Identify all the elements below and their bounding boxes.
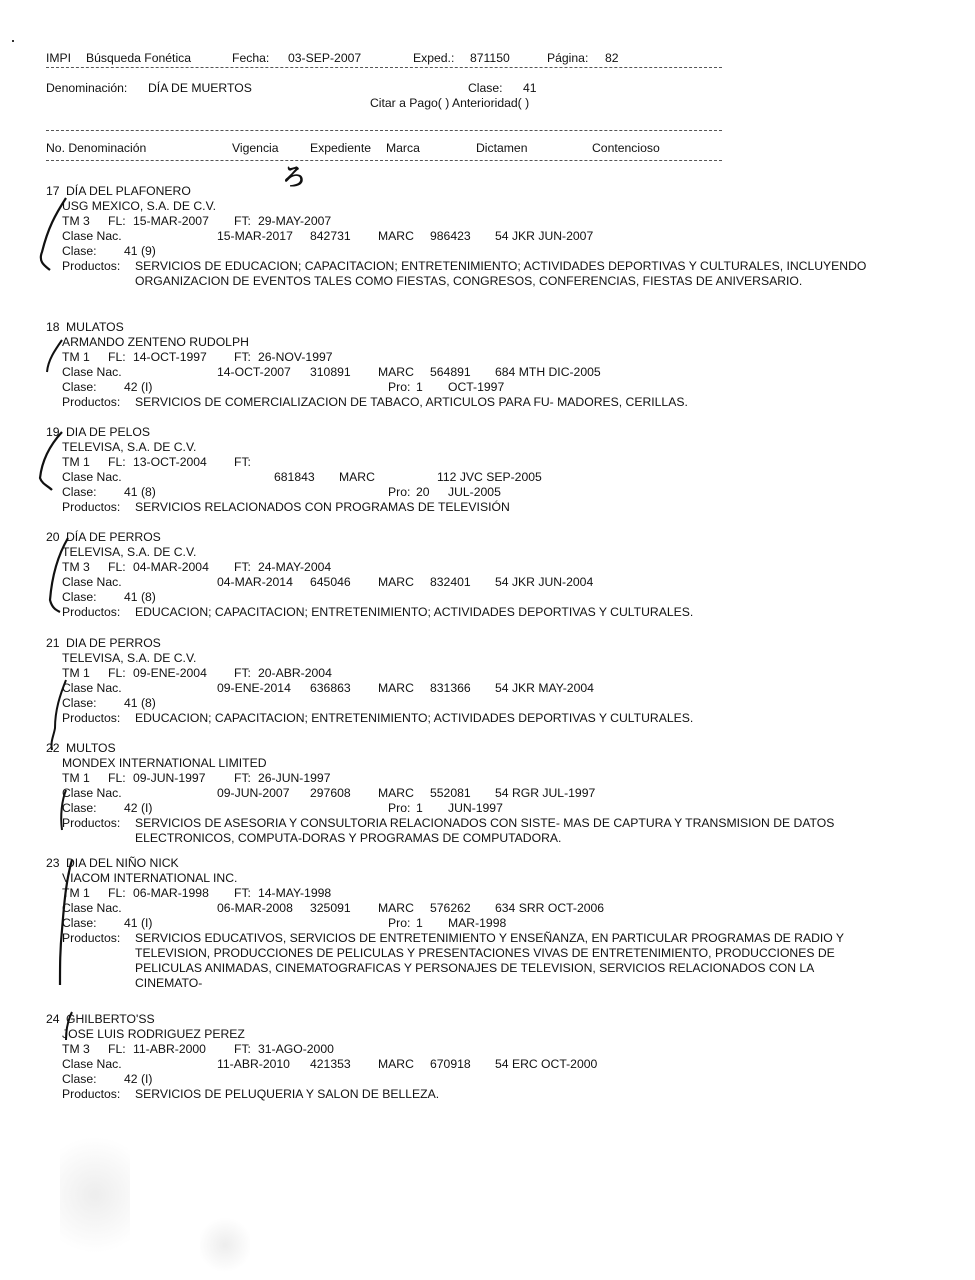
entry-fl-date: 09-ENE-2004 [133,666,207,680]
entry-registro: 831366 [430,681,471,695]
entry-clase: 41 (8) [124,696,156,710]
entry-pro-no: 1 [416,916,423,930]
entry-ft-date: 20-ABR-2004 [258,666,332,680]
entry-ft-label: FT: [234,560,251,574]
entry-expediente: 297608 [310,786,351,800]
entry-dictamen: 54 JKR JUN-2007 [495,229,594,243]
entry-owner: TELEVISA, S.A. DE C.V. [62,440,197,454]
entry-pro-no: 1 [416,801,423,815]
entry-productos-label: Productos: [62,711,121,725]
entry-owner: TELEVISA, S.A. DE C.V. [62,651,197,665]
entry-tm: TM 3 [62,1042,90,1056]
entry-fl-label: FL: [108,455,126,469]
entry-owner: TELEVISA, S.A. DE C.V. [62,545,197,559]
scan-noise [200,1215,250,1275]
entry-pro-date: JUL-2005 [448,485,501,499]
entry-fl-date: 11-ABR-2000 [133,1042,206,1056]
entry-marca: MARC [378,575,414,589]
entry-clase-label: Clase: [62,801,97,815]
entry-ft-label: FT: [234,214,251,228]
entry-registro: 832401 [430,575,471,589]
entry-clase-nac-label: Clase Nac. [62,575,122,589]
entry-owner: ARMANDO ZENTENO RUDOLPH [62,335,249,349]
entry-marca: MARC [339,470,375,484]
entry-vigencia: 06-MAR-2008 [217,901,293,915]
entry-productos: SERVICIOS DE EDUCACION; CAPACITACION; ENTRETENIMIENTO; ACTIVIDADES DEPORTIVAS Y CULTURALES, INCLUYENDO ORGANIZACION DE EVENTOS TALES COMO FIESTAS, CONGRESOS, CONFERENCIAS, FIESTAS DE ANIVERSARIO. [135,259,867,288]
entry-registro: 986423 [430,229,471,243]
entry-fl-label: FL: [108,560,126,574]
entry-pro-no: 1 [416,380,423,394]
entry-productos-label: Productos: [62,816,121,830]
entry-denominacion: DÍA DE PERROS [66,530,161,544]
entry-pro-date: JUN-1997 [448,801,503,815]
fecha-label: Fecha: [232,51,270,65]
entry-clase-label: Clase: [62,244,97,258]
entry-owner: USG MEXICO, S.A. DE C.V. [62,199,216,213]
entry-fl-date: 04-MAR-2004 [133,560,209,574]
entry-clase-nac-label: Clase Nac. [62,365,122,379]
entry-clase-label: Clase: [62,696,97,710]
entry-productos-label: Productos: [62,395,121,409]
exped-label: Exped.: [413,51,455,65]
entry-clase-label: Clase: [62,590,97,604]
entry-ft-date: 14-MAY-1998 [258,886,332,900]
entry-ft-date: 26-NOV-1997 [258,350,333,364]
entry-clase: 41 (9) [124,244,156,258]
col-marca: Marca [386,141,420,155]
entry-tm: TM 3 [62,560,90,574]
entry-tm: TM 1 [62,350,90,364]
col-vigencia: Vigencia [232,141,279,155]
col-no-denominacion: No. Denominación [46,141,147,155]
col-dictamen: Dictamen [476,141,528,155]
entry-ft-label: FT: [234,771,251,785]
entry-vigencia: 09-ENE-2014 [217,681,291,695]
entry-clase-label: Clase: [62,916,97,930]
entry-ft-label: FT: [234,455,251,469]
entry-expediente: 636863 [310,681,351,695]
entry-owner: JOSE LUIS RODRIGUEZ PEREZ [62,1027,245,1041]
entry-productos-label: Productos: [62,1087,121,1101]
entry-expediente: 842731 [310,229,351,243]
entry-dictamen: 684 MTH DIC-2005 [495,365,601,379]
entry-pro-label: Pro: [388,485,411,499]
query-clase-label: Clase: [468,81,503,95]
entry-tm: TM 1 [62,771,90,785]
entry-fl-label: FL: [108,350,126,364]
entry-fl-label: FL: [108,886,126,900]
entry-productos: EDUCACION; CAPACITACION; ENTRETENIMIENTO; ACTIVIDADES DEPORTIVAS Y CULTURALES. [135,605,694,619]
entry-pro-date: OCT-1997 [448,380,505,394]
entry-expediente: 421353 [310,1057,351,1071]
entry-tm: TM 1 [62,455,90,469]
system-name: IMPI [46,51,72,65]
entry-vigencia: 11-ABR-2010 [217,1057,290,1071]
query-clase-value: 41 [523,81,537,95]
entry-dictamen: 54 RGR JUL-1997 [495,786,596,800]
entry-dictamen: 634 SRR OCT-2006 [495,901,605,915]
entry-vigencia: 14-OCT-2007 [217,365,291,379]
entry-clase-nac-label: Clase Nac. [62,470,122,484]
entry-fl-label: FL: [108,214,126,228]
pagina-value: 82 [605,51,619,65]
entry-fl-date: 09-JUN-1997 [133,771,206,785]
entry-number: 20 [46,530,60,544]
entry-tm: TM 1 [62,886,90,900]
entry-ft-date: 29-MAY-2007 [258,214,332,228]
entry-productos-label: Productos: [62,259,121,273]
entry-number: 21 [46,636,60,650]
entry-ft-date: 31-AGO-2000 [258,1042,334,1056]
col-contencioso: Contencioso [592,141,660,155]
entry-number: 19 [46,425,60,439]
entry-clase-nac-label: Clase Nac. [62,229,122,243]
denominacion-value: DÍA DE MUERTOS [148,81,252,95]
entry-ft-label: FT: [234,1042,251,1056]
entry-tm: TM 3 [62,214,90,228]
entry-fl-label: FL: [108,666,126,680]
entry-dictamen: 112 JVC SEP-2005 [437,470,542,484]
entry-number: 24 [46,1012,60,1026]
entry-productos: SERVICIOS RELACIONADOS CON PROGRAMAS DE TELEVISIÓN [135,500,510,514]
entry-marca: MARC [378,365,414,379]
entry-denominacion: DIA DE PELOS [66,425,150,439]
entry-registro: 564891 [430,365,471,379]
entry-ft-label: FT: [234,666,251,680]
fecha-value: 03-SEP-2007 [288,51,362,65]
entry-expediente: 645046 [310,575,351,589]
entry-owner: VIACOM INTERNATIONAL INC. [62,871,238,885]
col-expediente: Expediente [310,141,371,155]
entry-fl-date: 06-MAR-1998 [133,886,209,900]
entry-productos: SERVICIOS DE ASESORIA Y CONSULTORIA RELACIONADOS CON SISTE- MAS DE CAPTURA Y TRANSMISION DE DATOS ELECTRONICOS, COMPUTA-DORAS Y PROGRAMAS DE COMPUTADORA. [135,816,835,845]
entry-dictamen: 54 JKR JUN-2004 [495,575,594,589]
entry-clase-label: Clase: [62,380,97,394]
entry-pro-no: 20 [416,485,430,499]
entry-denominacion: GHILBERTO'SS [66,1012,155,1026]
entry-clase-label: Clase: [62,1072,97,1086]
entry-registro: 670918 [430,1057,471,1071]
entry-number: 18 [46,320,60,334]
pagina-label: Página: [547,51,589,65]
entry-number: 23 [46,856,60,870]
entry-registro: 576262 [430,901,471,915]
entry-denominacion: DIA DE PERROS [66,636,161,650]
entry-pro-label: Pro: [388,801,411,815]
entry-fl-label: FL: [108,771,126,785]
entry-productos: EDUCACION; CAPACITACION; ENTRETENIMIENTO; ACTIVIDADES DEPORTIVAS Y CULTURALES. [135,711,694,725]
entry-productos-label: Productos: [62,931,121,945]
entry-vigencia: 15-MAR-2017 [217,229,293,243]
entry-ft-label: FT: [234,350,251,364]
exped-value: 871150 [470,51,510,65]
entry-denominacion: MULTOS [66,741,116,755]
entry-clase: 41 (8) [124,485,156,499]
entry-productos-label: Productos: [62,605,121,619]
entry-fl-date: 14-OCT-1997 [133,350,207,364]
entry-ft-date: 24-MAY-2004 [258,560,332,574]
entry-number: 17 [46,184,60,198]
entry-registro: 552081 [430,786,471,800]
entry-clase: 41 (I) [124,916,153,930]
entry-productos-label: Productos: [62,500,121,514]
entry-fl-label: FL: [108,1042,126,1056]
denominacion-label: Denominación: [46,81,128,95]
entry-productos: SERVICIOS DE COMERCIALIZACION DE TABACO, ARTICULOS PARA FU- MADORES, CERILLAS. [135,395,688,409]
entry-dictamen: 54 ERC OCT-2000 [495,1057,598,1071]
entry-clase-nac-label: Clase Nac. [62,681,122,695]
entry-clase-nac-label: Clase Nac. [62,901,122,915]
scan-noise [60,1120,130,1270]
entry-marca: MARC [378,786,414,800]
entry-clase: 41 (8) [124,590,156,604]
entry-clase-label: Clase: [62,485,97,499]
entry-fl-date: 13-OCT-2004 [133,455,207,469]
entry-expediente: 681843 [274,470,315,484]
entry-clase: 42 (I) [124,1072,153,1086]
entry-pro-date: MAR-1998 [448,916,507,930]
entry-number: 22 [46,741,60,755]
entry-denominacion: DIA DEL NIÑO NICK [66,856,179,870]
citar-options: Citar a Pago( ) Anterioridad( ) [370,96,530,110]
entry-marca: MARC [378,681,414,695]
entry-denominacion: DÍA DEL PLAFONERO [66,184,191,198]
entry-dictamen: 54 JKR MAY-2004 [495,681,594,695]
entry-marca: MARC [378,1057,414,1071]
entry-ft-date: 26-JUN-1997 [258,771,331,785]
entry-fl-date: 15-MAR-2007 [133,214,209,228]
entry-marca: MARC [378,901,414,915]
entry-tm: TM 1 [62,666,90,680]
entry-vigencia: 09-JUN-2007 [217,786,290,800]
entry-ft-label: FT: [234,886,251,900]
entry-expediente: 325091 [310,901,351,915]
entry-owner: MONDEX INTERNATIONAL LIMITED [62,756,267,770]
entry-pro-label: Pro: [388,380,411,394]
entry-productos: SERVICIOS DE PELUQUERIA Y SALON DE BELLEZA. [135,1087,440,1101]
entry-expediente: 310891 [310,365,351,379]
entry-clase-nac-label: Clase Nac. [62,786,122,800]
entry-productos: SERVICIOS EDUCATIVOS, SERVICIOS DE ENTRETENIMIENTO Y ENSEÑANZA, EN PARTICULAR PROGRAMAS DE RADIO Y TELEVISION, PRODUCCIONES DE PELICULAS Y PRESENTACIONES VIVAS DE ENTRETENIMIENTO, PRODUCCIONES DE PELICULAS ANIMADAS, CINEMATOGRAFICAS Y PERSONAJES DE TELEVISION, SERVICIOS RELACIONADOS CON LA CINEMATO- [135,931,844,990]
entry-clase-nac-label: Clase Nac. [62,1057,122,1071]
scan-speck [12,40,14,42]
entry-marca: MARC [378,229,414,243]
entry-denominacion: MULATOS [66,320,124,334]
entry-vigencia: 04-MAR-2014 [217,575,293,589]
entry-clase: 42 (I) [124,380,153,394]
report-title: Búsqueda Fonética [86,51,192,65]
entry-pro-label: Pro: [388,916,411,930]
entry-clase: 42 (I) [124,801,153,815]
handwritten-mark: ろ [282,163,306,191]
